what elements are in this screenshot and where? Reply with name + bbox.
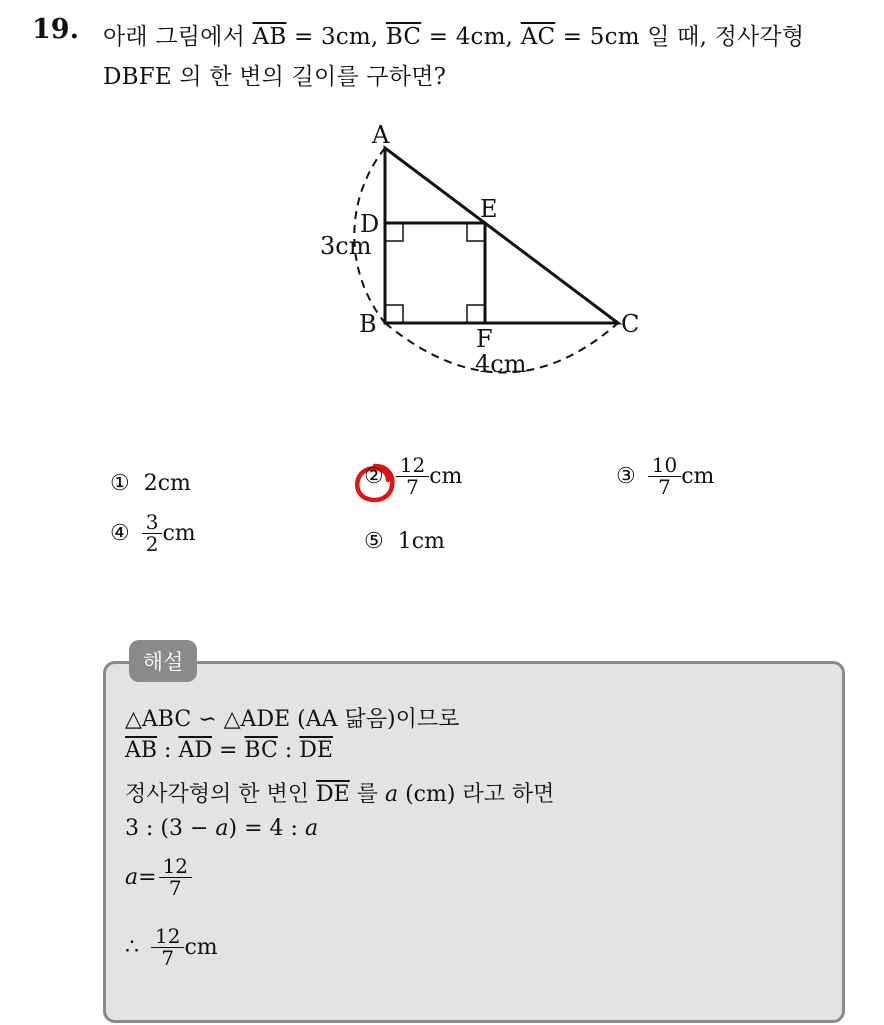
solution-line-4: 3 : (3 − a) = 4 : a — [125, 816, 319, 841]
question-number: 19. — [32, 14, 79, 45]
triangle-abc — [385, 148, 618, 323]
label-d: D — [360, 210, 380, 238]
solution-line-6: ∴ $\frac{12}{7}$ cm — [125, 924, 218, 970]
choice-4-fraction: $\frac{3}{2}$ — [144, 512, 161, 555]
right-angle-mark-e — [467, 223, 485, 241]
side-label-ab: 3cm — [320, 232, 372, 260]
solution-tag: 해설 — [129, 640, 197, 682]
side-label-bc: 4cm — [475, 350, 527, 378]
choice-2-unit: cm — [429, 464, 463, 489]
solution-line-5: a = $\frac{12}{7}$ — [125, 856, 192, 899]
choice-3-unit: cm — [681, 464, 715, 489]
right-angle-mark-f — [467, 305, 485, 323]
solution-line-3: 정사각형의 한 변인 $\overline{DE}$ 를 a (cm) 라고 하면 — [125, 782, 555, 807]
label-b: B — [359, 310, 377, 338]
question-text-line1: 아래 그림에서 $\overline{AB} = 3cm$, $\overline{BC} = 4cm$, $\overline{AC} = 5cm$ 일 때, 정사각형 — [103, 24, 805, 50]
square-dbfe — [385, 223, 485, 323]
choice-5[interactable] — [364, 529, 445, 554]
choice-3-number: ③ — [616, 464, 636, 489]
solution-line-1: △ABC ∽ △ADE (AA 닮음)이므로 — [125, 707, 460, 732]
choice-3-fraction: $\frac{10}{7}$ — [650, 455, 679, 498]
solution-line-2: $\overline{AB}$ : $\overline{AD} = \overline{BC}$ : $\overline{DE}$ — [125, 738, 333, 763]
choice-3[interactable] — [616, 455, 714, 498]
choice-1-number: ① — [110, 471, 130, 496]
choice-4[interactable] — [110, 512, 196, 555]
label-a: A — [372, 121, 390, 149]
choice-1[interactable] — [110, 471, 191, 496]
choice-4-number: ④ — [110, 521, 130, 546]
choice-4-unit: cm — [162, 521, 196, 546]
choice-2-number: ② — [364, 464, 384, 489]
label-e: E — [480, 195, 498, 223]
choice-5-number: ⑤ — [364, 529, 384, 554]
choice-2[interactable] — [364, 455, 462, 498]
choice-5-text: 1cm — [397, 529, 445, 554]
label-c: C — [621, 310, 640, 338]
choice-2-fraction: $\frac{12}{7}$ — [398, 455, 427, 498]
question-text-line2: DBFE 의 한 변의 길이를 구하면? — [103, 64, 447, 90]
right-angle-mark-b — [385, 305, 403, 323]
label-f: F — [476, 325, 493, 353]
right-angle-mark-d — [385, 223, 403, 241]
triangle-figure — [300, 110, 670, 390]
choice-1-text: 2cm — [143, 471, 191, 496]
